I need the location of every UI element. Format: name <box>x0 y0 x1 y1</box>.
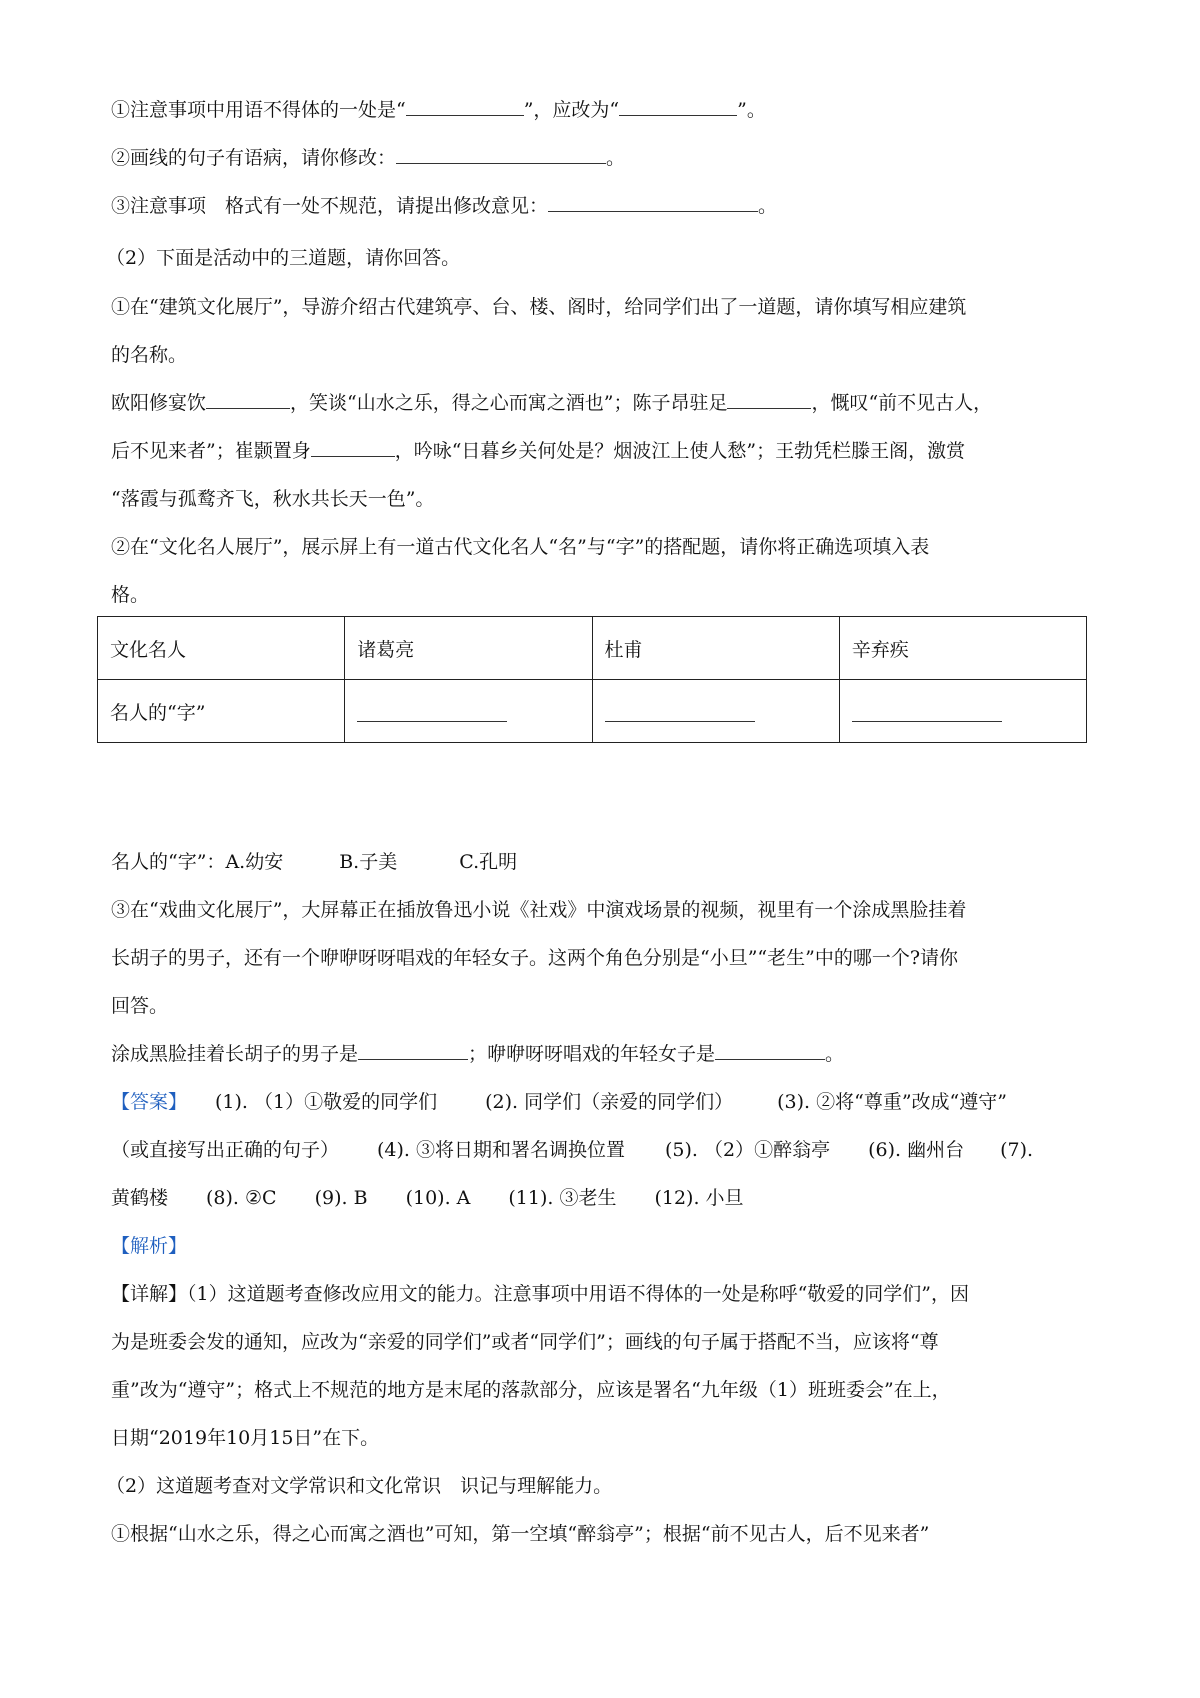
question-text: ”，应改为“ <box>523 99 620 121</box>
analysis-line-3: 重”改为“遵守”；格式上不规范的地方是末尾的落款部分，应该是署名“九年级（1）班班委会”在上， <box>111 1379 951 1401</box>
question-2-3-line-2: 长胡子的男子，还有一个咿咿呀呀唱戏的年轻女子。这两个角色分别是“小旦”“老生”中的哪一个?请你 <box>111 947 959 969</box>
question-1-3 <box>111 192 777 220</box>
analysis-line-4: 日期“2019年10月15日”在下。 <box>111 1427 380 1449</box>
answer-item: （或直接写出正确的句子） <box>111 1139 340 1161</box>
fill-text: ；咿咿呀呀唱戏的年轻女子是 <box>468 1043 716 1065</box>
answer-item: (12). 小旦 <box>654 1187 744 1209</box>
answer-line-1 <box>111 1088 1007 1116</box>
analysis-line-2: 为是班委会发的通知，应改为“亲爱的同学们”或者“同学们”；画线的句子属于搭配不当，应该将“尊 <box>111 1331 939 1353</box>
fill-text: 涂成黑脸挂着长胡子的男子是 <box>111 1043 359 1065</box>
answer-item: (11). ③老生 <box>508 1187 617 1209</box>
table-cell: 文化名人 <box>98 617 345 680</box>
table-cell: 辛弃疾 <box>839 617 1086 680</box>
answer-item: (5). （2）①醉翁亭 <box>665 1139 831 1161</box>
fill-text: 。 <box>825 1043 845 1065</box>
analysis-line-1: 【详解】（1）这道题考查修改应用文的能力。注意事项中用语不得体的一处是称呼“敬爱的同学们”，因 <box>111 1283 970 1305</box>
question-text: 。 <box>606 147 626 169</box>
fill-text: 欧阳修宴饮 <box>111 392 207 414</box>
question-2-3-line-1: ③在“戏曲文化展厅”，大屏幕正在插放鲁迅小说《社戏》中演戏场景的视频，视里有一个涂成黑脸挂着 <box>111 899 967 921</box>
question-2-2-line-1: ②在“文化名人展厅”，展示屏上有一道古代文化名人“名”与“字”的搭配题，请你将正确选项填入表 <box>111 536 930 558</box>
answer-blank <box>727 390 811 409</box>
question-text: ①注意事项中用语不得体的一处是“ <box>111 99 406 121</box>
option-b: B.子美 <box>339 851 398 873</box>
question-text: 。 <box>758 195 778 217</box>
answer-item: (2). 同学们（亲爱的同学们） <box>485 1091 734 1113</box>
answer-item: (1). （1）①敬爱的同学们 <box>215 1091 438 1113</box>
fill-text: ，慨叹“前不见古人， <box>811 392 993 414</box>
answer-blank <box>605 705 755 722</box>
fill-in-line-1 <box>111 389 992 417</box>
answer-blank <box>206 390 290 409</box>
table-cell: 诸葛亮 <box>345 617 592 680</box>
answer-blank <box>311 438 395 457</box>
question-2-intro: （2）下面是活动中的三道题，请你回答。 <box>106 247 461 269</box>
answer-line-2 <box>111 1136 1033 1164</box>
table-cell <box>839 680 1086 743</box>
fill-in-line-2 <box>111 437 965 465</box>
question-text: ③注意事项 格式有一处不规范，请提出修改意见： <box>111 195 549 217</box>
fill-text: ，笑谈“山水之乐，得之心而寓之酒也”；陈子昂驻足 <box>290 392 728 414</box>
answer-item: (6). 幽州台 <box>868 1139 965 1161</box>
question-2-1-line-1: ①在“建筑文化展厅”，导游介绍古代建筑亭、台、楼、阁时，给同学们出了一道题，请你填写相应建筑 <box>111 296 967 318</box>
question-text: ”。 <box>737 99 766 121</box>
answer-blank <box>852 705 1002 722</box>
answer-blank <box>548 193 758 212</box>
table-cell <box>592 680 839 743</box>
options-label: 名人的“字”： <box>111 851 226 873</box>
answer-item: (8). ②C <box>206 1187 277 1209</box>
answer-line-3 <box>111 1184 744 1212</box>
question-2-2-line-2: 格。 <box>111 584 150 606</box>
option-c: C.孔明 <box>459 851 518 873</box>
answer-item: 黄鹤楼 <box>111 1187 169 1209</box>
answer-blank <box>715 1041 825 1060</box>
analysis-tag: 【解析】 <box>111 1235 188 1257</box>
table-row <box>98 617 1087 680</box>
answer-tag: 【答案】 <box>111 1091 188 1113</box>
fill-text: 后不见来者”；崔颢置身 <box>111 440 311 462</box>
table-cell: 名人的“字” <box>98 680 345 743</box>
answer-blank <box>406 97 524 116</box>
table-cell <box>345 680 592 743</box>
fill-in-line-3: “落霞与孤鹜齐飞，秋水共长天一色”。 <box>111 488 435 510</box>
answer-item: (9). B <box>314 1187 368 1209</box>
table-row <box>98 680 1087 743</box>
option-a: A.幼安 <box>225 851 284 873</box>
question-text: ②画线的句子有语病，请你修改： <box>111 147 397 169</box>
answer-item: (10). A <box>405 1187 471 1209</box>
table-cell: 杜甫 <box>592 617 839 680</box>
question-2-3-fill <box>111 1040 844 1068</box>
question-2-3-line-3: 回答。 <box>111 995 169 1017</box>
name-matching-table <box>97 616 1087 743</box>
analysis-line-6: ①根据“山水之乐，得之心而寓之酒也”可知，第一空填“醉翁亭”；根据“前不见古人，后不见来者” <box>111 1523 930 1545</box>
answer-item: (4). ③将日期和署名调换位置 <box>377 1139 626 1161</box>
question-1-1 <box>111 96 766 124</box>
answer-item: (7). <box>1000 1139 1034 1161</box>
options-line <box>111 848 517 876</box>
fill-text: ，吟咏“日暮乡关何处是？烟波江上使人愁”；王勃凭栏滕王阁，激赏 <box>394 440 966 462</box>
answer-item: (3). ②将“尊重”改成“遵守” <box>777 1091 1007 1113</box>
answer-blank <box>357 705 507 722</box>
answer-blank <box>619 97 737 116</box>
answer-blank <box>396 145 606 164</box>
analysis-line-5: （2）这道题考查对文学常识和文化常识 识记与理解能力。 <box>106 1475 613 1497</box>
question-2-1-line-2: 的名称。 <box>111 344 188 366</box>
answer-blank <box>358 1041 468 1060</box>
question-1-2 <box>111 144 625 172</box>
